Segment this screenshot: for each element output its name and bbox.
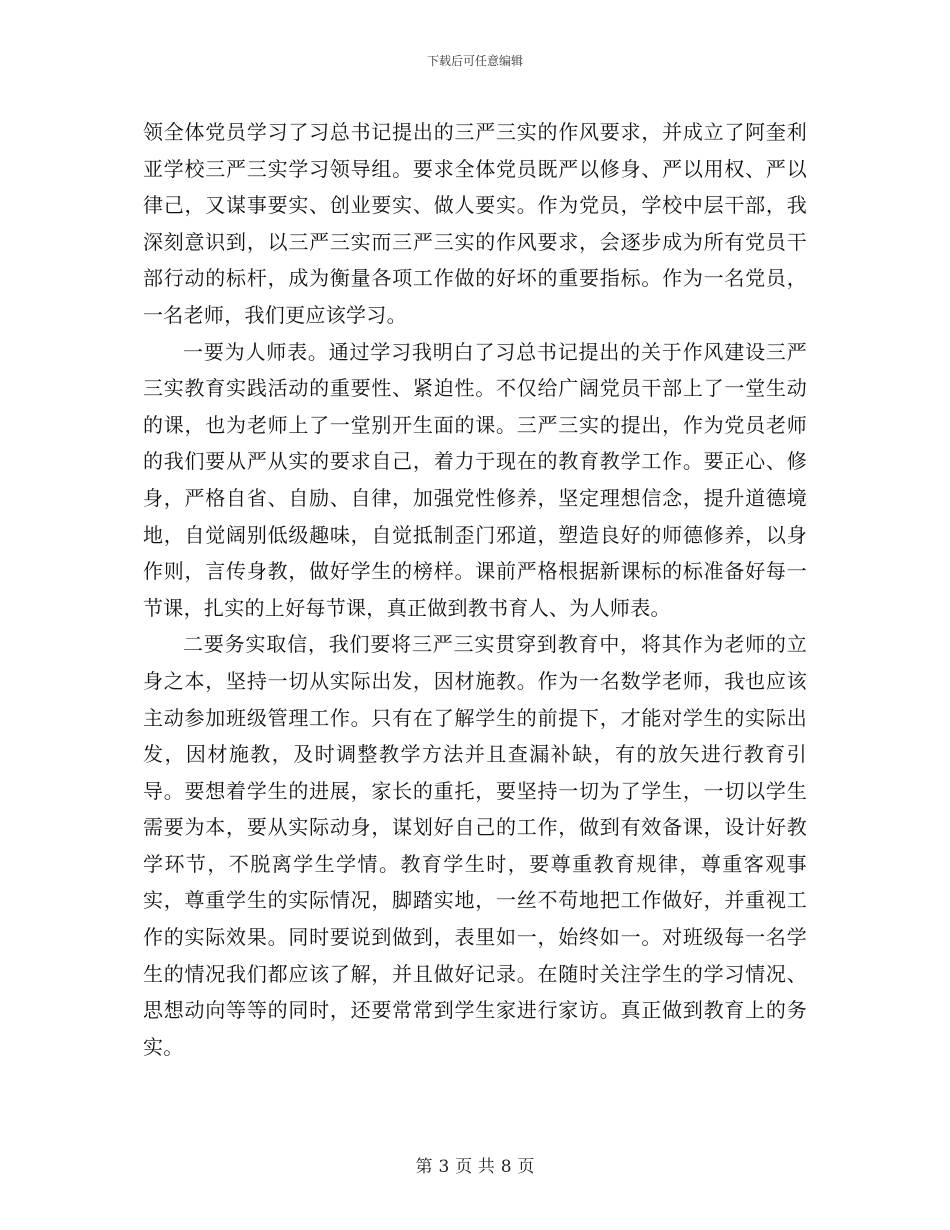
total-pages-number: 8	[500, 1157, 512, 1177]
current-page-number: 3	[438, 1157, 450, 1177]
page-header: 下载后可任意编辑	[426, 54, 523, 68]
page-label-prefix: 第	[415, 1157, 433, 1177]
paragraph-1: 领全体党员学习了习总书记提出的三严三实的作风要求，并成立了阿奎利亚学校三严三实学习领导组。要求全体党员既严以修身、严以用权、严以律己，又谋事要实、创业要实、做人要实。作为党员，学校中层干部，我深刻意识到，以三严三实而三严三实的作风要求，会逐步成为所有党员干部行动的标杆，成为衡量各项工作做的好坏的重要指标。作为一名党员，一名老师，我们更应该学习。	[143, 120, 807, 327]
document-body	[143, 114, 807, 1065]
paragraph-3: 二要务实取信，我们要将三严三实贯穿到教育中，将其作为老师的立身之本，坚持一切从实际出发，因材施教。作为一名数学老师，我也应该主动参加班级管理工作。只有在了解学生的前提下，才能对学生的实际出发，因材施教，及时调整教学方法并且查漏补缺，有的放矢进行教育引导。要想着学生的进展，家长的重托，要坚持一切为了学生，一切以学生需要为本，要从实际动身，谋划好自己的工作，做到有效备课，设计好教学环节，不脱离学生学情。教育学生时，要尊重教育规律，尊重客观事实，尊重学生的实际情况，脚踏实地，一丝不苟地把工作做好，并重视工作的实际效果。同时要说到做到，表里如一，始终如一。对班级每一名学生的情况我们都应该了解，并且做好记录。在随时关注学生的学习情况、思想动向等等的同时，还要常常到学生家进行家访。真正做到教育上的务实。	[143, 632, 807, 1059]
paragraph-2: 一要为人师表。通过学习我明白了习总书记提出的关于作风建设三严三实教育实践活动的重要性、紧迫性。不仅给广阔党员干部上了一堂生动的课，也为老师上了一堂别开生面的课。三严三实的提出，作为党员老师的我们要从严从实的要求自己，着力于现在的教育教学工作。要正心、修身，严格自省、自励、自律，加强党性修养，坚定理想信念，提升道德境地，自觉阔别低级趣味，自觉抵制歪门邪道，塑造良好的师德修养，以身作则，言传身教，做好学生的榜样。课前严格根据新课标的标准备好每一节课，扎实的上好每节课，真正做到教书育人、为人师表。	[143, 339, 807, 620]
page-label-suffix: 页	[517, 1157, 535, 1177]
page-footer	[0, 1156, 950, 1178]
page-label-mid: 页 共	[455, 1157, 495, 1177]
